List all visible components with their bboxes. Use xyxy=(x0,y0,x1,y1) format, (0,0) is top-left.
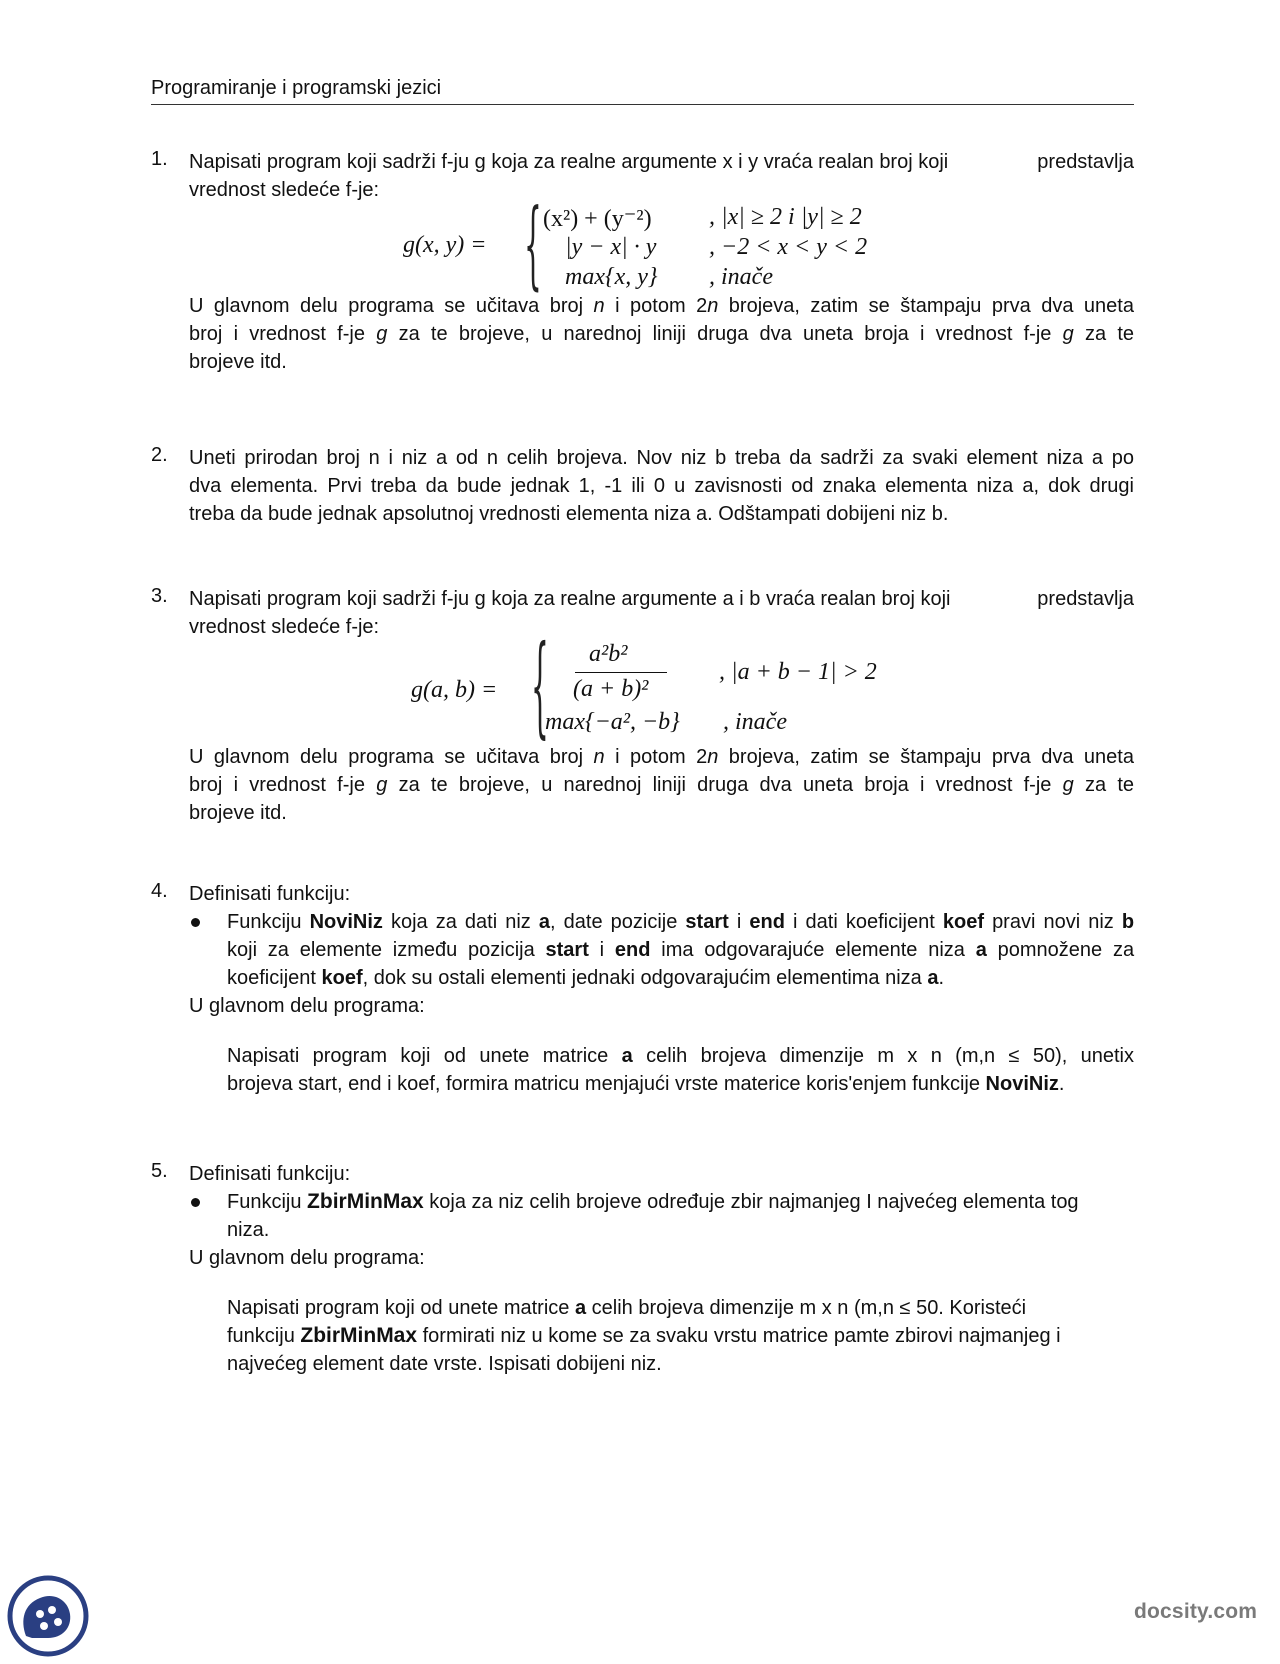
task-text: Napisati program koji od unete matrice a celih brojeva dimenzije m x n (m,n ≤ 50. Koristeći funkciju ZbirMinMax formirati niz u kome se za svaku vrstu matrice pamte zbirovi najmanjeg i najvećeg element date vrste. Ispisati dobijeni niz. xyxy=(227,1297,1061,1375)
main-program-label: U glavnom delu programa: xyxy=(189,995,425,1017)
task-text: Napisati program koji od unete matrice a celih brojeva dimenzije m x n (m,n ≤ 50), unetix brojeva start, end i koef, formira matricu menjajući vrste materice koris'enjem funkcije NoviNiz. xyxy=(227,1045,1134,1095)
left-brace-icon: { xyxy=(531,621,549,751)
list-item: Funkciju NoviNiz koja za dati niz a, date pozicije start i end i dati koeficijent koef pravi novi niz b koji za elemente između pozicija start i end ima odgovarajuće elemente niza a pomnožene za koeficijent koef, dok su ostali elementi jednaki odgovarajućim elementima niza a. xyxy=(189,908,1134,992)
case-1-expr: (x²) + (y⁻²) xyxy=(543,206,652,232)
intro-text-end: predstavlja xyxy=(1037,151,1134,173)
problem-number: 2. xyxy=(151,444,168,466)
function-name: NoviNiz xyxy=(309,911,383,933)
case-2-cond: , inače xyxy=(723,709,787,735)
main-program-label: U glavnom delu programa: xyxy=(189,1247,425,1269)
case-3-expr: max{x, y} xyxy=(565,264,658,290)
problem-body xyxy=(189,444,1134,528)
formula-lhs: g(x, y) = xyxy=(403,232,487,258)
function-name: ZbirMinMax xyxy=(307,1190,424,1213)
intro-text-2: vrednost sledeće f-je: xyxy=(189,179,380,201)
lead-text: Definisati funkciju: xyxy=(189,883,351,905)
case-2-expr: |y − x| · y xyxy=(565,234,657,260)
list-item: Funkciju ZbirMinMax koja za niz celih brojeve određuje zbir najmanjeg I najvećeg elementa tog niza. xyxy=(189,1188,1134,1244)
problem-number: 4. xyxy=(151,880,168,902)
bullet-icon xyxy=(191,918,200,927)
left-brace-icon: { xyxy=(524,188,542,301)
problem-body xyxy=(189,880,1134,1098)
fraction-denominator: (a + b)² xyxy=(573,676,649,702)
page-header xyxy=(151,76,1134,105)
header-title: Programiranje i programski jezici xyxy=(151,77,442,99)
intro-text: Napisati program koji sadrži f-ju g koja za realne argumente x i y vraća realan broj koji xyxy=(189,151,949,173)
main-program-line-1: U glavnom delu programa se učitava broj n i potom 2n brojeva, zatim se štampaju prva dva uneta xyxy=(189,295,1134,317)
main-program-line-2: broj i vrednost f-je g za te brojeve, u narednoj liniji druga dva uneta broja i vrednost f-je g za te xyxy=(189,323,1135,345)
intro-text-end: predstavlja xyxy=(1037,588,1134,610)
case-2-cond: , −2 < x < y < 2 xyxy=(709,234,868,260)
problem-body xyxy=(189,148,1134,376)
main-program-line-3: brojeve itd. xyxy=(189,351,287,373)
fraction-bar xyxy=(575,672,667,673)
problem-number: 3. xyxy=(151,585,168,607)
main-program-line-3: brojeve itd. xyxy=(189,802,287,824)
problem-body xyxy=(189,1160,1134,1378)
case-2-expr: max{−a², −b} xyxy=(545,709,680,735)
brand-watermark[interactable]: docsity.com xyxy=(1134,1600,1258,1623)
problem-line-1: Uneti prirodan broj n i niz a od n celih brojeva. Nov niz b treba da sadrži za svaki element niza a po xyxy=(189,447,1134,469)
docsity-logo-icon[interactable] xyxy=(6,1574,90,1658)
intro-text: Napisati program koji sadrži f-ju g koja za realne argumente a i b vraća realan broj koji xyxy=(189,588,951,610)
intro-text-2: vrednost sledeće f-je: xyxy=(189,616,380,638)
lead-text: Definisati funkciju: xyxy=(189,1163,351,1185)
problem-line-2: dva elementa. Prvi treba da bude jednak 1, -1 ili 0 u zavisnosti od znaka elementa niza a, dok drugi xyxy=(189,475,1134,497)
case-3-cond: , inače xyxy=(709,264,773,290)
problem-line-3: treba da bude jednak apsolutnoj vrednosti elementa niza a. Odštampati dobijeni niz b. xyxy=(189,503,949,525)
bullet-icon xyxy=(191,1198,200,1207)
case-1-cond: , |x| ≥ 2 i |y| ≥ 2 xyxy=(709,204,862,230)
fraction-numerator: a²b² xyxy=(589,641,628,667)
problem-body xyxy=(189,585,1134,827)
problem-number: 1. xyxy=(151,148,168,170)
problem-number: 5. xyxy=(151,1160,168,1182)
main-program-line-2: broj i vrednost f-je g za te brojeve, u narednoj liniji druga dva uneta broja i vrednost f-je g za te xyxy=(189,774,1135,796)
main-program-line-1: U glavnom delu programa se učitava broj n i potom 2n brojeva, zatim se štampaju prva dva uneta xyxy=(189,746,1134,768)
formula-lhs: g(a, b) = xyxy=(411,677,498,703)
case-1-cond: , |a + b − 1| > 2 xyxy=(719,659,877,685)
